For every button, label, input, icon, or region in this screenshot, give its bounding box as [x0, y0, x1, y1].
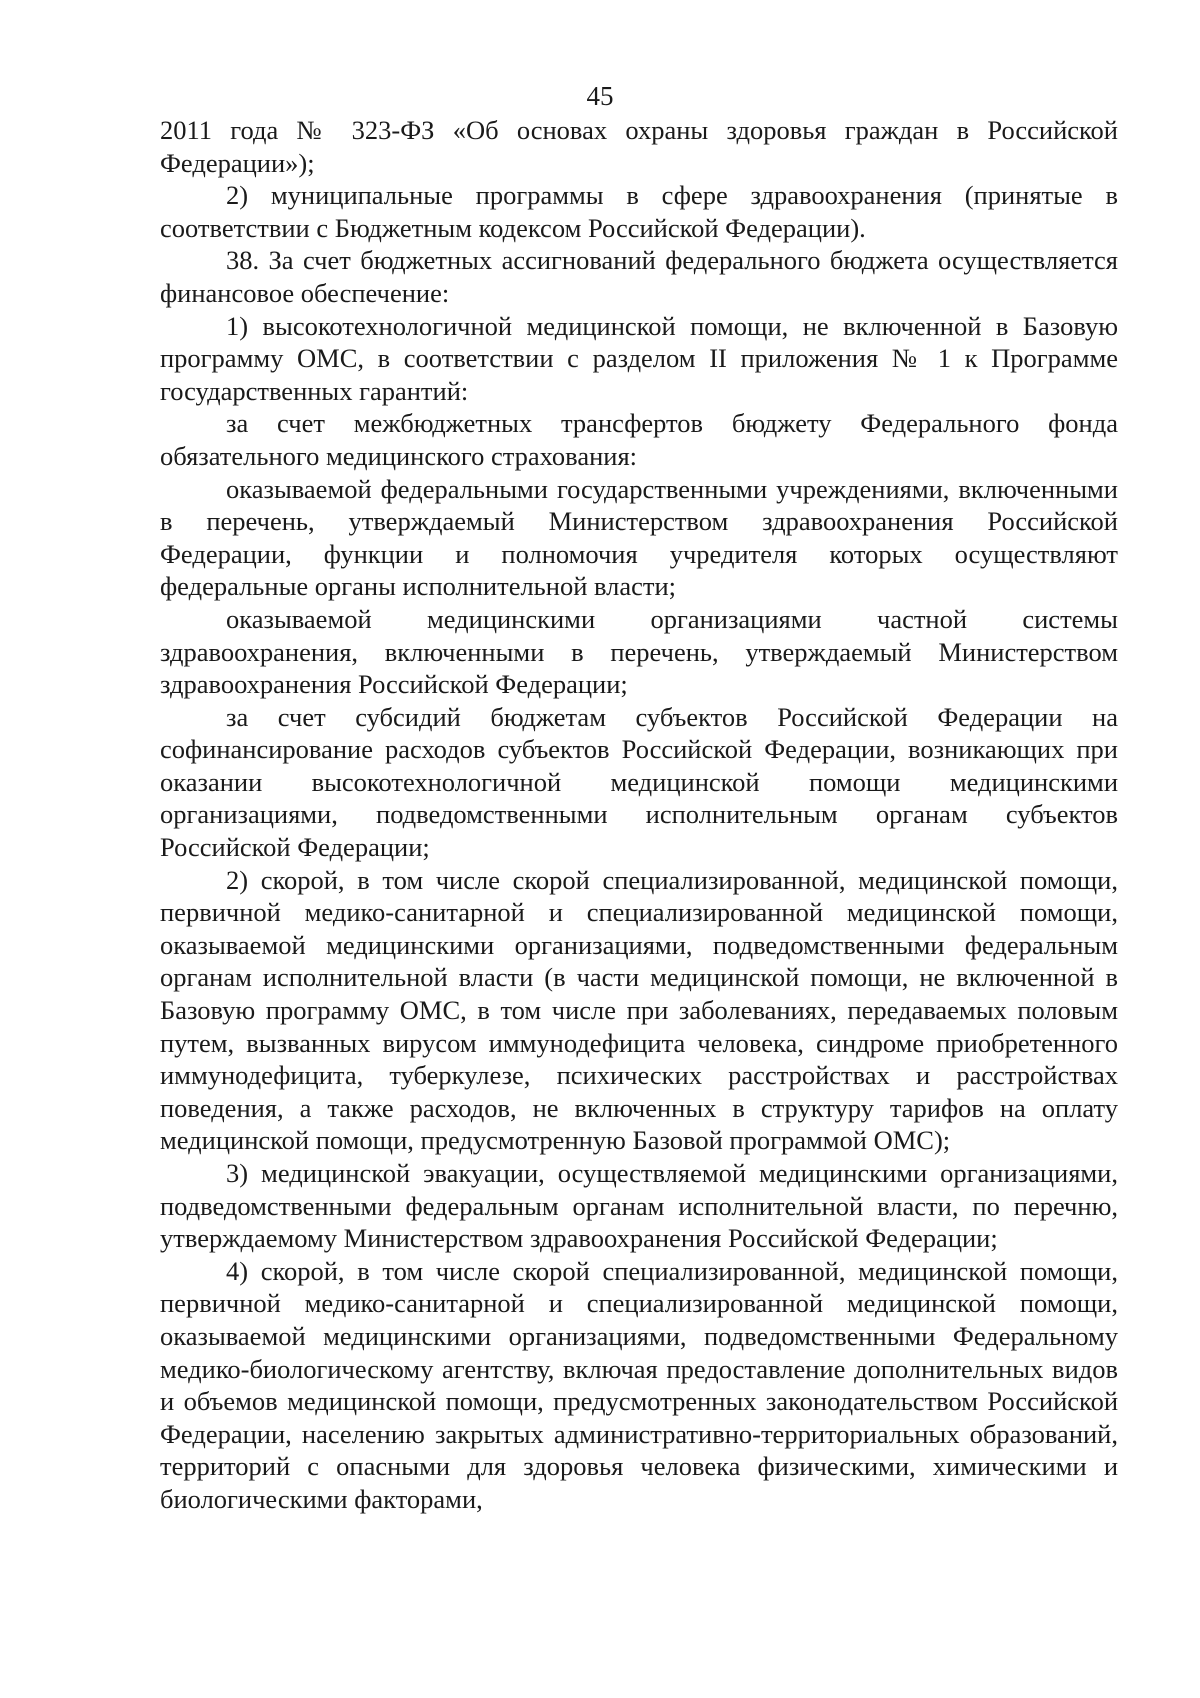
paragraph: оказываемой медицинскими организациями частной системы здравоохранения, включенными в перечень, утверждаемый Министерством здравоохранения Российской Федерации;: [160, 603, 1118, 700]
paragraph: 2) муниципальные программы в сфере здравоохранения (принятые в соответствии с Бюджетным кодексом Российской Федерации).: [160, 180, 1118, 243]
document-body: [160, 114, 1118, 1516]
page-number: 45: [586, 81, 614, 111]
paragraph: за счет межбюджетных трансфертов бюджету Федерального фонда обязательного медицинского страхования:: [160, 408, 1118, 471]
paragraph: 2011 года № 323-ФЗ «Об основах охраны здоровья граждан в Российской Федерации»);: [160, 115, 1118, 178]
paragraph: 38. За счет бюджетных ассигнований федерального бюджета осуществляется финансовое обеспечение:: [160, 245, 1118, 308]
paragraph: оказываемой федеральными государственными учреждениями, включенными в перечень, утверждаемый Министерством здравоохранения Российской Федерации, функции и полномочия учредителя которых осуществляют федеральные органы исполнительной власти;: [160, 473, 1118, 602]
paragraph: 3) медицинской эвакуации, осуществляемой медицинскими организациями, подведомственными федеральным органам исполнительной власти, по перечню, утверждаемому Министерством здравоохранения Российской Федерации;: [160, 1158, 1118, 1254]
paragraph: 2) скорой, в том числе скорой специализированной, медицинской помощи, первичной медико-санитарной и специализированной медицинской помощи, оказываемой медицинскими организациями, подведомственными федеральным органам исполнительной власти (в части медицинской помощи, не включенной в Базовую программу ОМС, в том числе при заболеваниях, передаваемых половым путем, вызванных вирусом иммунодефицита человека, синдроме приобретенного иммунодефицита, туберкулезе, психических расстройствах и расстройствах поведения, а также расходов, не включенных в структуру тарифов на оплату медицинской помощи, предусмотренную Базовой программой ОМС);: [160, 864, 1118, 1156]
paragraph: за счет субсидий бюджетам субъектов Российской Федерации на софинансирование расходов субъектов Российской Федерации, возникающих при оказании высокотехнологичной медицинской помощи медицинскими организациями, подведомственными исполнительным органам субъектов Российской Федерации;: [160, 701, 1118, 863]
paragraph: 1) высокотехнологичной медицинской помощи, не включенной в Базовую программу ОМС, в соответствии с разделом II приложения № 1 к Программе государственных гарантий:: [160, 310, 1118, 406]
paragraph: 4) скорой, в том числе скорой специализированной, медицинской помощи, первичной медико-санитарной и специализированной медицинской помощи, оказываемой медицинскими организациями, подведомственными Федеральному медико-биологическому агентству, включая предоставление дополнительных видов и объемов медицинской помощи, предусмотренных законодательством Российской Федерации, населению закрытых административно-территориальных образований, территорий с опасными для здоровья человека физическими, химическими и биологическими факторами,: [160, 1255, 1118, 1514]
